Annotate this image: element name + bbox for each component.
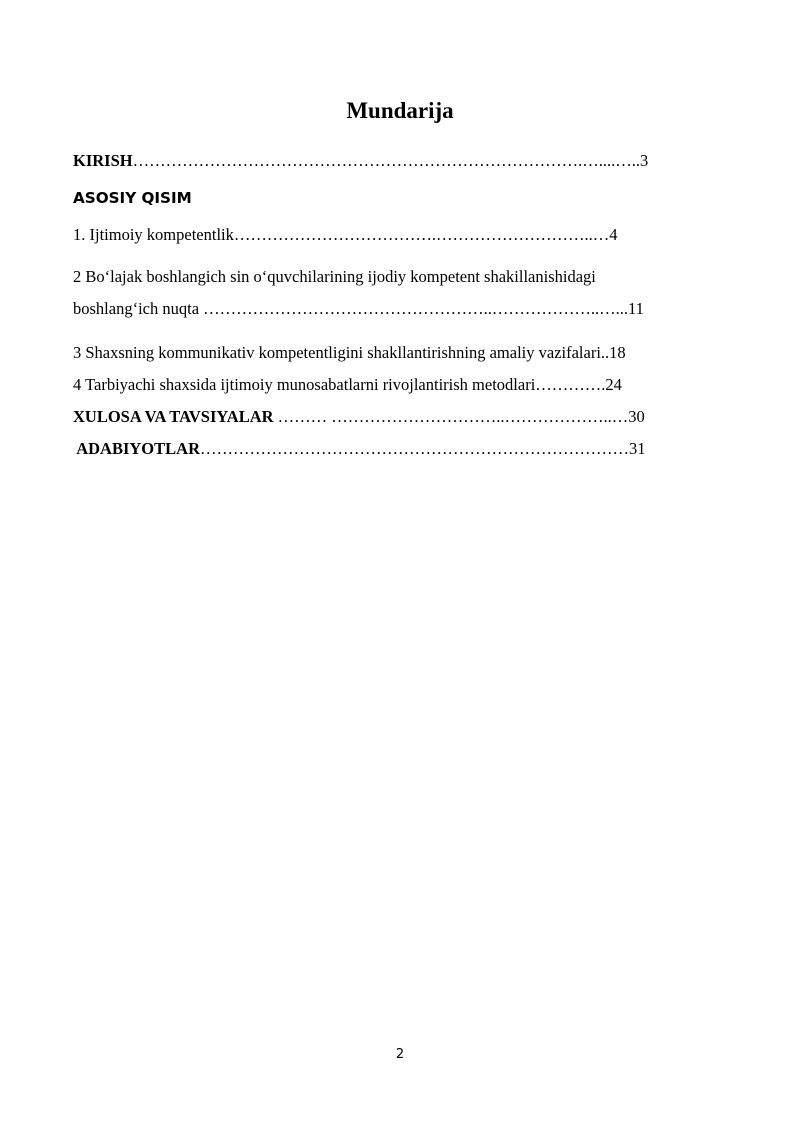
toc-section-heading: ASOSIY QISIM — [73, 189, 192, 207]
toc-page-number: 24 — [605, 375, 622, 394]
toc-entry-2-line1: 2 Bo‘lajak boshlangich sin o‘quvchilarining ijodiy kompetent shakillanishidagi — [73, 267, 596, 286]
toc-entry-adabiyotlar — [73, 438, 645, 460]
toc-entry-label: ADABIYOTLAR — [73, 439, 200, 458]
toc-leader: ……………………………………………………………………….…....….. — [132, 151, 640, 170]
toc-entry-label: 1. Ijtimoiy kompetentlik — [73, 225, 234, 244]
toc-entry-label: XULOSA VA TAVSIYALAR — [73, 407, 274, 426]
toc-page-number: 30 — [628, 407, 645, 426]
toc-entry-2-line2 — [73, 298, 644, 320]
toc-leader: …………. — [535, 375, 606, 394]
toc-entry-xulosa — [73, 406, 645, 428]
toc-entry-label: 4 Tarbiyachi shaxsida ijtimoiy munosabatlarni rivojlantirish metodlari — [73, 375, 536, 394]
toc-leader: ……………………………….………………………..… — [233, 225, 610, 244]
toc-entry-3 — [73, 342, 626, 364]
toc-entry-4 — [73, 374, 622, 396]
toc-page-number: 3 — [639, 151, 649, 170]
toc-leader: ……… …………………………..………………..… — [273, 407, 629, 426]
toc-leader: …………………………………………………………………… — [199, 439, 629, 458]
toc-entry-label: KIRISH — [73, 151, 133, 170]
page-title: Mundarija — [346, 98, 454, 123]
toc-entry-1 — [73, 224, 617, 246]
page-number: 2 — [395, 1047, 405, 1062]
toc-page-number: 18 — [609, 343, 626, 362]
toc-page-number: 4 — [609, 225, 618, 244]
toc-entry-label: boshlang‘ich nuqta — [73, 299, 204, 318]
toc-page-number: 11 — [628, 299, 644, 318]
toc-leader: ……………………………………………..………………..…... — [203, 299, 629, 318]
toc-entry-kirish — [73, 150, 648, 172]
toc-entry-label: 3 Shaxsning kommunikativ kompetentligini shakllantirishning amaliy vazifalari.. — [73, 343, 610, 362]
toc-page-number: 31 — [628, 439, 646, 458]
